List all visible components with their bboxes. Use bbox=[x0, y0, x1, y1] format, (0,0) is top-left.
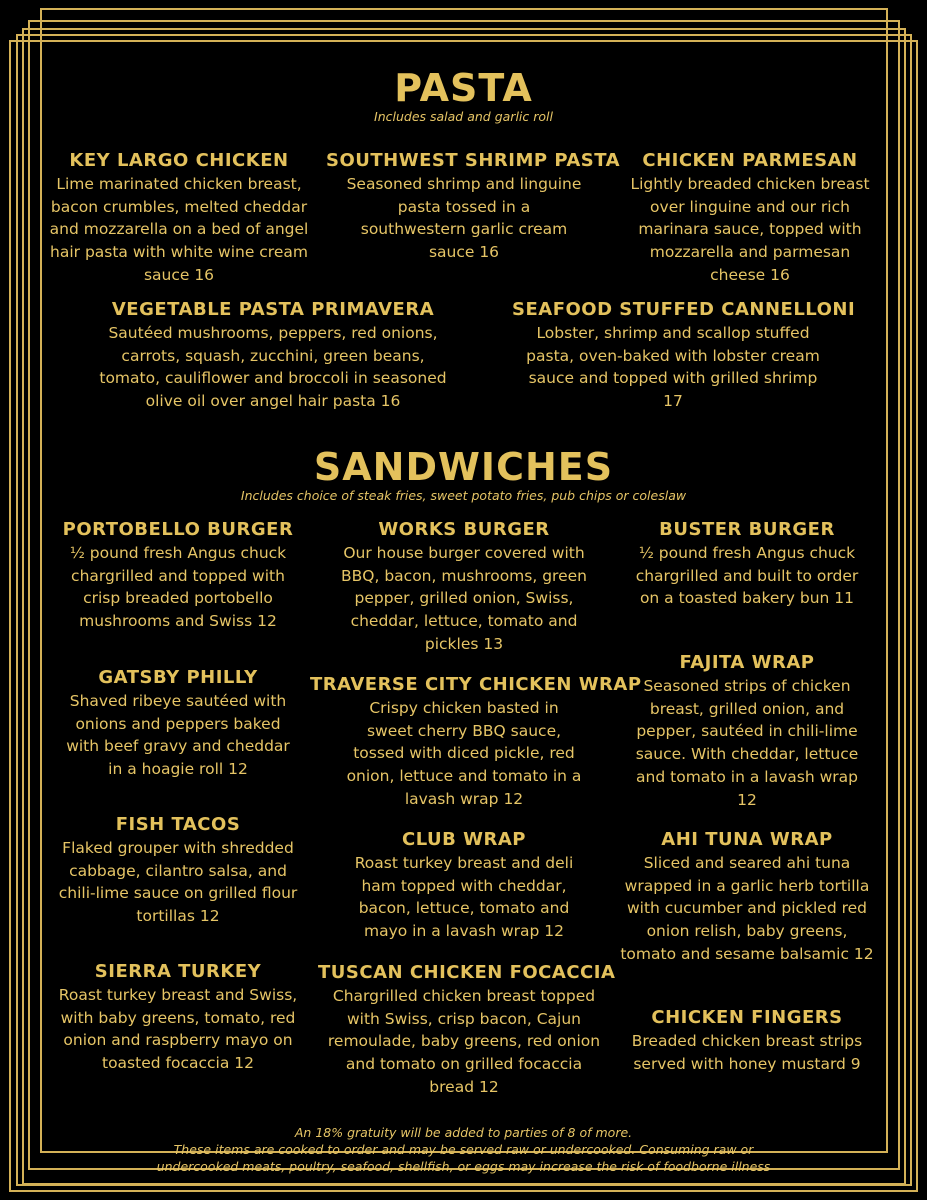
item-name: SIERRA TURKEY bbox=[94, 961, 262, 982]
item-name: FISH TACOS bbox=[115, 814, 241, 835]
item-description: Sautéed mushrooms, peppers, red onions, carrots, squash, zucchini, green beans, tomato, cauliflower and broccoli in seasoned olive oil over angel hair pasta 16 bbox=[99, 324, 447, 411]
menu-item bbox=[52, 518, 304, 633]
item-name: FAJITA WRAP bbox=[679, 652, 815, 673]
item-description: Lightly breaded chicken breast over linguine and our rich marinara sauce, topped with mozzarella and parmesan cheese 16 bbox=[630, 175, 870, 284]
menu-item bbox=[56, 666, 300, 781]
menu-item bbox=[310, 673, 642, 811]
item-name: TUSCAN CHICKEN FOCACCIA bbox=[318, 962, 616, 983]
menu-item bbox=[38, 149, 320, 287]
consumer-advisory: undercooked meats, poultry, seafood, shellfish, or eggs may increase the risk of foodborne illness bbox=[156, 1159, 771, 1174]
item-description: Flaked grouper with shredded cabbage, cilantro salsa, and chili-lime sauce on grilled flour tortillas 12 bbox=[58, 839, 298, 926]
item-description: ½ pound fresh Angus chuck chargrilled and built to order on a toasted bakery bun 11 bbox=[635, 544, 859, 608]
menu-item bbox=[326, 518, 602, 656]
item-description: ½ pound fresh Angus chuck chargrilled and topped with crisp breaded portobello mushrooms and Swiss 12 bbox=[69, 544, 287, 631]
item-name: PORTOBELLO BURGER bbox=[62, 519, 294, 540]
item-name: BUSTER BURGER bbox=[659, 519, 835, 540]
item-name: AHI TUNA WRAP bbox=[661, 829, 833, 850]
menu-item bbox=[336, 828, 592, 943]
consumer-advisory: These items are cooked to order and may be served raw or undercooked. Consuming raw or bbox=[173, 1142, 754, 1157]
item-name: KEY LARGO CHICKEN bbox=[69, 150, 289, 171]
item-description: Roast turkey breast and deli ham topped with cheddar, bacon, lettuce, tomato and mayo in a lavash wrap 12 bbox=[354, 854, 574, 941]
item-name: TRAVERSE CITY CHICKEN WRAP bbox=[310, 674, 642, 695]
gratuity-note: An 18% gratuity will be added to parties of 8 of more. bbox=[294, 1125, 633, 1140]
item-description: Roast turkey breast and Swiss, with baby greens, tomato, red onion and raspberry mayo on toasted focaccia 12 bbox=[58, 986, 298, 1073]
item-description: Sliced and seared ahi tuna wrapped in a garlic herb tortilla with cucumber and pickled red onion relish, baby greens, tomato and sesame balsamic 12 bbox=[620, 854, 874, 963]
item-name: GATSBY PHILLY bbox=[98, 667, 258, 688]
item-description: Lobster, shrimp and scallop stuffed pasta, oven-baked with lobster cream sauce and topped with grilled shrimp 17 bbox=[526, 324, 820, 411]
sandwiches-subtitle: Includes choice of steak fries, sweet potato fries, pub chips or coleslaw bbox=[240, 488, 687, 503]
menu-item bbox=[620, 828, 874, 966]
menu-item bbox=[56, 960, 300, 1075]
menu-item bbox=[624, 149, 876, 287]
item-description: Seasoned shrimp and linguine pasta tossed in a southwestern garlic cream sauce 16 bbox=[346, 175, 582, 262]
menu-item bbox=[624, 518, 870, 610]
menu-item bbox=[626, 651, 868, 811]
sandwiches-heading: SANDWICHES bbox=[313, 445, 614, 489]
item-description: Chargrilled chicken breast topped with Swiss, crisp bacon, Cajun remoulade, baby greens, red onion and tomato on grilled focaccia bread 12 bbox=[327, 987, 601, 1096]
item-description: Our house burger covered with BBQ, bacon, mushrooms, green pepper, grilled onion, Swiss, cheddar, lettuce, tomato and pickles 13 bbox=[341, 544, 587, 653]
pasta-heading: PASTA bbox=[394, 66, 533, 110]
footer-disclaimer bbox=[100, 1124, 827, 1175]
item-description: Crispy chicken basted in sweet cherry BBQ sauce, tossed with diced pickle, red onion, lettuce and tomato in a lavash wrap 12 bbox=[346, 699, 582, 808]
item-name: VEGETABLE PASTA PRIMAVERA bbox=[111, 299, 435, 320]
item-name: CLUB WRAP bbox=[402, 829, 526, 850]
menu-item bbox=[512, 298, 856, 413]
item-name: SOUTHWEST SHRIMP PASTA bbox=[326, 150, 621, 171]
menu-item bbox=[630, 1006, 864, 1075]
item-description: Breaded chicken breast strips served with honey mustard 9 bbox=[631, 1032, 863, 1073]
menu-item bbox=[318, 961, 616, 1099]
item-name: CHICKEN FINGERS bbox=[651, 1007, 843, 1028]
item-description: Shaved ribeye sautéed with onions and peppers baked with beef gravy and cheddar in a hoagie roll 12 bbox=[66, 692, 290, 779]
item-name: CHICKEN PARMESAN bbox=[642, 150, 858, 171]
menu-item bbox=[94, 298, 452, 413]
menu-item bbox=[56, 813, 300, 928]
item-description: Lime marinated chicken breast, bacon crumbles, melted cheddar and mozzarella on a bed of angel hair pasta with white wine cream sauce 16 bbox=[49, 175, 309, 284]
menu-item bbox=[326, 149, 621, 264]
item-name: WORKS BURGER bbox=[378, 519, 550, 540]
item-description: Seasoned strips of chicken breast, grilled onion, and pepper, sautéed in chili-lime sauce. With cheddar, lettuce and tomato in a lavash wrap 12 bbox=[635, 677, 859, 809]
item-name: SEAFOOD STUFFED CANNELLONI bbox=[512, 299, 856, 320]
pasta-subtitle: Includes salad and garlic roll bbox=[374, 109, 553, 124]
